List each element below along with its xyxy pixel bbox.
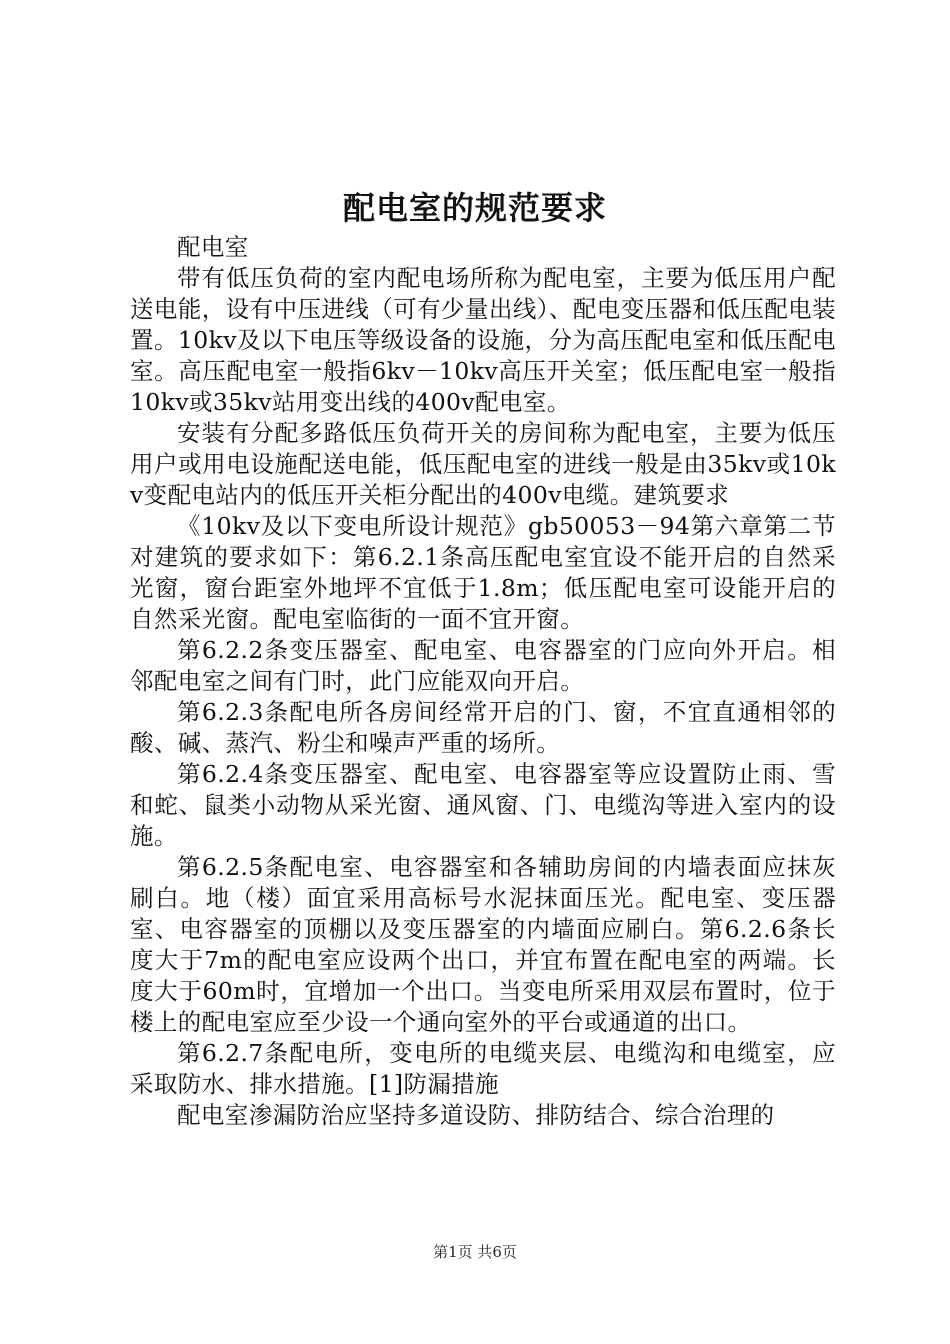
paragraph: 第6.2.5条配电室、电容器室和各辅助房间的内墙表面应抹灰刷白。地（楼）面宜采用高标号水泥抹面压光。配电室、变压器室、电容器室的顶棚以及变压器室的内墙面应刷白。第6.2.6条长度大于7m的配电室应设两个出口，并宜布置在配电室的两端。长度大于60m时，宜增加一个出口。当变电所采用双层布置时，位于楼上的配电室应至少设一个通向室外的平台或通道的出口。 [130,853,836,1036]
page-footer: 第1页 共6页 [433,1243,517,1261]
paragraph: 第6.2.4条变压器室、配电室、电容器室等应设置防止雨、雪和蛇、鼠类小动物从采光窗、通风窗、门、电缆沟等进入室内的设施。 [130,760,836,850]
document-body [130,232,836,1131]
paragraph: 《10kv及以下变电所设计规范》gb50053－94第六章第二节对建筑的要求如下：第6.2.1条高压配电室宜设不能开启的自然采光窗，窗台距室外地坪不宜低于1.8m；低压配电室可设能开启的自然采光窗。配电室临街的一面不宜开窗。 [130,512,836,633]
paragraph: 第6.2.3条配电所各房间经常开启的门、窗，不宜直通相邻的酸、碱、蒸汽、粉尘和噪声严重的场所。 [130,698,836,757]
paragraph: 第6.2.2条变压器室、配电室、电容器室的门应向外开启。相邻配电室之间有门时，此门应能双向开启。 [130,636,836,695]
paragraph: 配电室渗漏防治应坚持多道设防、排防结合、综合治理的 [177,1101,775,1129]
document-title: 配电室的规范要求 [342,189,607,227]
paragraph: 安装有分配多路低压负荷开关的房间称为配电室，主要为低压用户或用电设施配送电能，低压配电室的进线一般是由35kv或10kv变配电站内的低压开关柜分配出的400v电缆。建筑要求 [130,419,836,509]
paragraph: 带有低压负荷的室内配电场所称为配电室，主要为低压用户配送电能，设有中压进线（可有少量出线）、配电变压器和低压配电装置。10kv及以下电压等级设备的设施，分为高压配电室和低压配电室。高压配电室一般指6kv－10kv高压开关室；低压配电室一般指10kv或35kv站用变出线的400v配电室。 [130,264,836,416]
paragraph: 配电室 [177,233,249,261]
paragraph: 第6.2.7条配电所，变电所的电缆夹层、电缆沟和电缆室，应采取防水、排水措施。[1]防漏措施 [130,1039,836,1098]
